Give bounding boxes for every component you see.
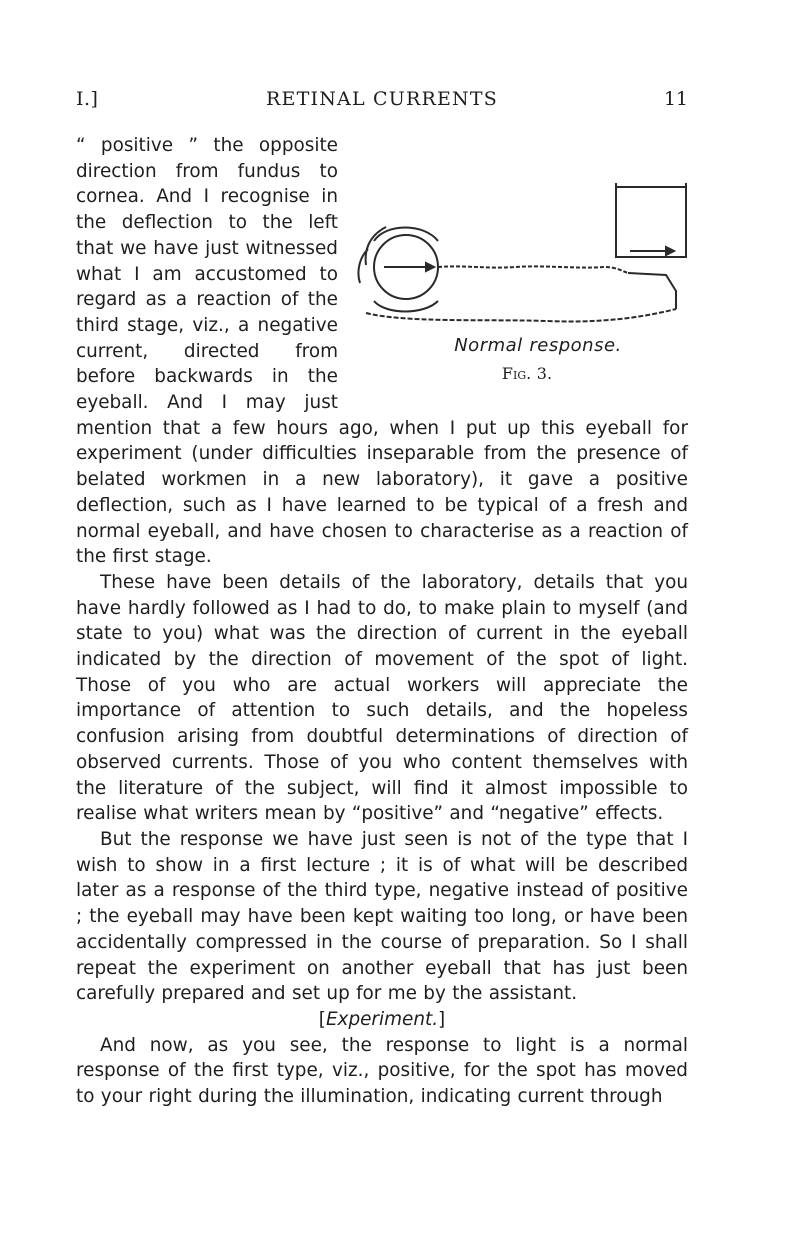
figure-caption: Fig. 3. [501, 364, 553, 383]
figure-3 [346, 183, 688, 413]
galvanometer-box [604, 183, 686, 257]
running-head [76, 88, 688, 122]
paragraph-1 [76, 133, 688, 570]
chapter-marker: I.] [76, 88, 99, 110]
paragraph-4: And now, as you see, the response to light is a normal response of the first type, viz., positive, for the spot has moved to your right during the illumination, indicating current through [76, 1034, 688, 1108]
electrode-arrow [384, 263, 434, 271]
deflection-arrow [630, 247, 674, 255]
upper-wire [438, 266, 628, 273]
experiment-open-bracket: [ [318, 1008, 326, 1030]
running-title: RETINAL CURRENTS [266, 88, 498, 110]
experiment-label: Experiment. [325, 1008, 439, 1030]
experiment-close-bracket: ] [438, 1008, 446, 1030]
paragraph-2: These have been details of the laboratory, details that you have hardly followed as I had to do, to make plain to myself (and state to you) what was the direction of current in the eyeball indicated by the direction of movement of the spot of light. Those of you who are actual workers will appreciate the importance of attention to such details, and the hopeless confusion arising from doubtful determinations of direction of observed currents. Those of you who content themselves with the literature of the subject, will find it almost impossible to realise what writers mean by “positive” and “negative” effects. [76, 571, 688, 825]
paragraph-3: But the response we have just seen is not of the type that I wish to show in a first lecture ; it is of what will be described later as a response of the third type, negative instead of positive ; the eyeball may have been kept waiting too long, or have been accidentally compressed in the course of preparation. So I shall repeat the experiment on another eyeball that has just been carefully prepared and set up for me by the assistant. [76, 828, 688, 1005]
figure-label: Normal response. [454, 335, 622, 356]
paragraph-1-text: “ positive ” the opposite direction from fundus to cornea. And I recognise in the deflection to the left that we have just witnessed what I am accustomed to regard as a reaction of the third stage, viz., a negative current, directed from before backwards in the eyeball. And I may just mention that a few hours ago, when I put up this eyeball for experiment (under difficulties inseparable from the presence of belated workmen in a new laboratory), it gave a positive deflection, such as I have learned to be typical of a fresh and normal eyeball, and have chosen to characterise as a reaction of the first stage. [76, 135, 688, 568]
body-text [76, 133, 688, 1110]
experiment-note [76, 1007, 688, 1033]
page-number: 11 [663, 88, 688, 110]
